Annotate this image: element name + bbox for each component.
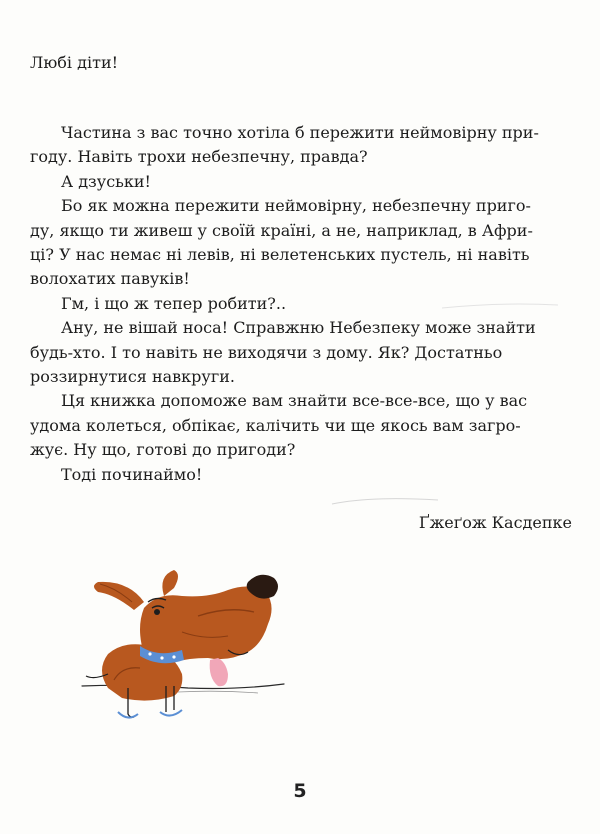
letter-line: Частина з вас точно хотіла б пережити неймовірну при-	[61, 123, 539, 142]
letter-line: Тоді починаймо!	[61, 464, 203, 484]
letter-line: году. Навіть трохи небезпечну, правда?	[30, 147, 368, 167]
letter-line: ду, якщо ти живеш у своїй країні, а не, наприклад, в Афри-	[30, 220, 533, 240]
letter-line: Гм, і що ж тепер робити?..	[61, 293, 287, 313]
author-signature: Ґжеґож Касдепке	[418, 513, 572, 532]
faint-stroke	[330, 494, 440, 508]
page-number: 5	[293, 780, 307, 802]
salutation: Любі діти!	[30, 53, 119, 72]
letter-line: жує. Ну що, готові до пригоди?	[30, 440, 296, 460]
letter-line: удома колеться, обпікає, калічить чи ще якось вам загро-	[30, 415, 521, 435]
letter-line: ці? У нас немає ні левів, ні велетенських пустель, ні навіть	[30, 245, 530, 265]
dog-illustration-icon	[78, 562, 290, 732]
faint-stroke	[440, 300, 560, 312]
letter-line: Бо як можна пережити неймовірну, небезпечну приго-	[61, 196, 531, 216]
letter-line: Ця книжка допоможе вам знайти все-все-все, що у вас	[61, 391, 528, 411]
letter-line: Ану, не вішай носа! Справжню Небезпеку може знайти	[61, 318, 536, 338]
letter-line: волохатих павуків!	[30, 269, 190, 289]
letter-line: будь-хто. І то навіть не виходячи з дому. Як? Достатньо	[30, 342, 503, 362]
letter-line: роззирнутися навкруги.	[30, 367, 235, 387]
letter-line: А дзуськи!	[61, 171, 151, 191]
